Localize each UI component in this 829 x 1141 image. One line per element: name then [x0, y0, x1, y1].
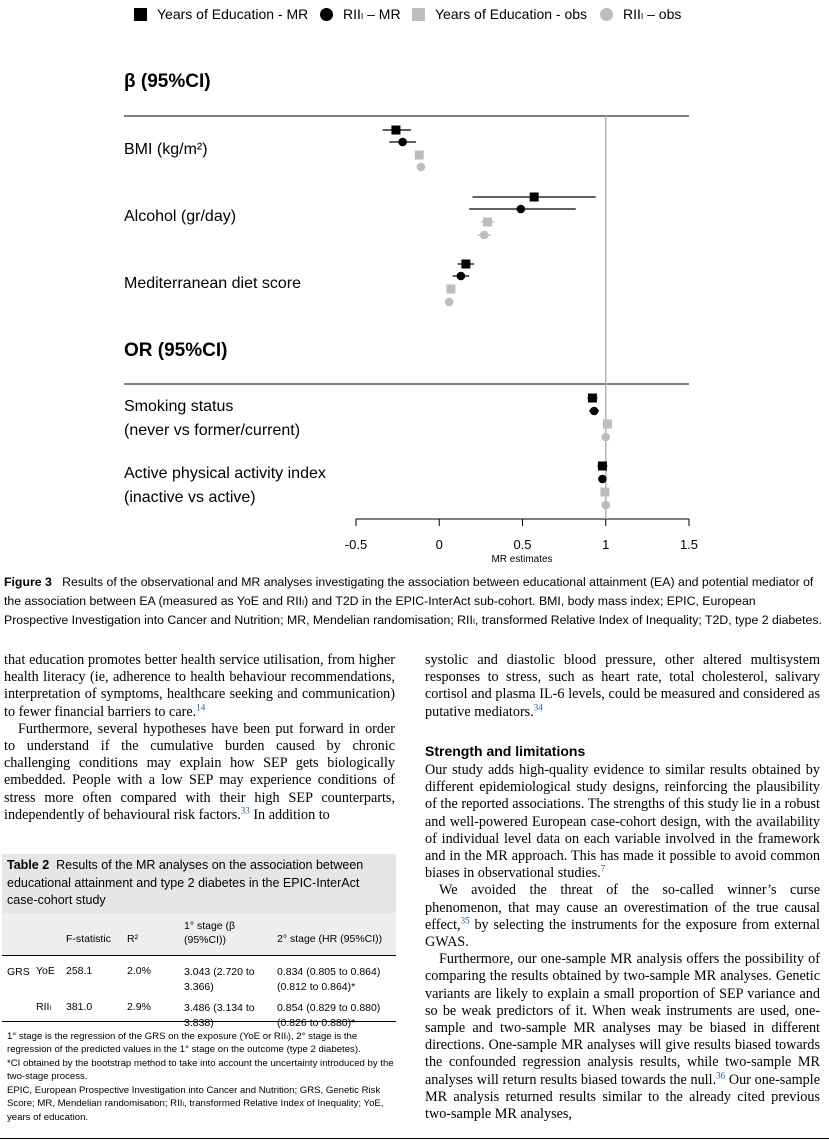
estimate-circle	[445, 298, 454, 307]
legend-label: Years of Education - MR	[157, 6, 309, 22]
x-tick-label: 0.5	[513, 537, 532, 552]
citation-link[interactable]: 7	[600, 863, 606, 874]
estimate-circle	[601, 501, 610, 510]
x-tick-label: 1.5	[679, 537, 699, 552]
right-p4-tail: Our one-sample MR analysis returned results similar to the already cited previous two-sample MR analyses,	[425, 1071, 820, 1123]
estimate-square	[391, 126, 400, 135]
left-p1-text: that education promotes better health service utilisation, from higher health literacy (ie, adherence to health behaviour recommendations, interpretation of symptoms, healthcare seeking and communication) to fewer financial barriers to care.	[4, 652, 395, 720]
estimate-circle	[601, 433, 610, 442]
table-header-rule	[2, 955, 396, 956]
right-p3-text: We avoided the threat of the so-called winner’s curse phenomenon, that may cause an overestimation of the true causal effect,	[425, 882, 820, 933]
legend-label: RIIₗ – MR	[343, 6, 401, 22]
grs-label: GRS	[7, 965, 30, 978]
row-rii-exposure: RIIₗ	[36, 1000, 52, 1013]
citation-link[interactable]: 34	[533, 701, 543, 712]
row-yoe-r2: 2.0%	[127, 964, 151, 977]
left-paragraph-2	[4, 721, 395, 824]
citation-link[interactable]: 33	[240, 805, 250, 816]
table-caption	[2, 854, 396, 913]
estimate-square	[530, 193, 539, 202]
right-paragraph-2	[425, 762, 820, 882]
x-tick-label: -0.5	[344, 537, 368, 552]
left-p2-tail: In addition to	[249, 806, 330, 823]
table-body	[2, 913, 396, 1029]
row-label-bmi: BMI (kg/m²)	[124, 141, 208, 158]
right-paragraph-1	[425, 652, 820, 721]
estimate-square	[603, 420, 612, 429]
col-header-f: F-statistic	[66, 932, 111, 945]
row-label-alcohol: Alcohol (gr/day)	[124, 208, 237, 225]
left-p2-text: Furthermore, several hypotheses have been put forward in order to understand if the cumulative burden caused by chronic challenging conditions may explain how SEP gets biologically embedded. People with a low SEP may experience conditions of stress more often compared with their high SEP counterparts, independently of behavioural risk factors.	[4, 720, 395, 823]
estimate-circle	[457, 272, 466, 281]
right-p4-text: Furthermore, our one-sample MR analysis offers the possibility of comparing the results obtained by two-sample MR analyses. Genetic variants are likely to explain a small proportion of SEP variance and so be weak predictors of it. When weak instruments are used, one-sample and two-sample MR analyses may be biased in different directions. One-sample MR analyses will give results biased towards the confounded regression analysis results, while two-sample MR analyses will return results biased towards the null.	[425, 951, 820, 1088]
estimate-square	[600, 488, 609, 497]
row-rii-stage1-line1: 3.486 (3.134 to	[184, 1001, 255, 1014]
legend-label: Years of Education - obs	[435, 6, 588, 22]
col-header-stage2: 2° stage (HR (95%CI))	[277, 932, 383, 945]
legend-label: RIIₗ – obs	[623, 6, 682, 22]
estimate-circle	[517, 205, 526, 214]
table-caption-label: Table 2	[7, 858, 50, 872]
row-label-smoking-line1: Smoking status	[124, 398, 234, 415]
right-paragraph-4	[425, 951, 820, 1123]
row-label-activity-line1: Active physical activity index	[124, 465, 326, 482]
page-bottom-rule	[0, 1138, 829, 1139]
section-heading: Strength and limitations	[425, 742, 586, 759]
row-yoe-stage1	[184, 965, 255, 995]
figure-caption-text: Results of the observational and MR analyses investigating the association between educational attainment (EA) and potential mediator of the association between EA (measured as YoE and RIIₗ) and T2D in the EPIC-InterAct sub-cohort. BMI, body mass index; EPIC, European Prospective Investigation into Cancer and Nutrition; MR, Mendelian randomisation; RIIₗ, transformed Relative Index of Inequality; T2D, type 2 diabetes.	[4, 575, 822, 627]
row-yoe-f: 258.1	[66, 964, 93, 977]
estimate-square	[598, 462, 607, 471]
row-rii-stage2-line2: (0.826 to 0.880)*	[277, 1016, 356, 1029]
row-yoe-stage1-line2: 3.366)	[184, 980, 214, 993]
estimate-square	[461, 260, 470, 269]
estimate-circle	[598, 475, 607, 484]
right-paragraph-3	[425, 882, 820, 951]
row-rii-stage2-line1: 0.854 (0.829 to 0.880)	[277, 1001, 381, 1014]
row-rii-f: 381.0	[66, 1000, 93, 1013]
citation-link[interactable]: 36	[716, 1069, 726, 1080]
estimate-square	[588, 394, 597, 403]
figure-caption-label: Figure 3	[4, 575, 52, 589]
row-yoe-stage2	[277, 965, 380, 995]
row-label-activity-line2: (inactive vs active)	[124, 489, 256, 506]
row-label-smoking-line2: (never vs former/current)	[124, 422, 301, 439]
estimate-square	[446, 285, 455, 294]
table-caption-text: Results of the MR analyses on the association between educational attainment and type 2 diabetes in the EPIC-InterAct case-cohort study	[7, 858, 364, 907]
estimate-circle	[590, 407, 599, 416]
table-2	[2, 854, 396, 1124]
row-yoe-stage2-line1: 0.834 (0.805 to 0.864)	[277, 965, 381, 978]
estimate-square	[483, 218, 492, 227]
row-rii-stage1	[184, 1001, 255, 1031]
x-tick-label: 1	[602, 537, 610, 552]
right-column	[425, 652, 820, 1123]
estimate-circle	[398, 138, 407, 147]
row-rii-stage2	[277, 1001, 380, 1031]
estimate-circle	[480, 231, 489, 240]
estimate-square	[415, 151, 424, 160]
forest-plot	[0, 0, 829, 570]
row-rii-r2: 2.9%	[127, 1000, 151, 1013]
row-yoe-exposure: YoE	[36, 964, 55, 977]
row-yoe-stage1-line1: 3.043 (2.720 to	[184, 965, 255, 978]
or-header: OR (95%CI)	[124, 340, 228, 361]
figure-caption	[4, 573, 822, 630]
x-tick-label: 0	[435, 537, 443, 552]
col-header-stage1: 1° stage (β (95%CI))	[184, 919, 236, 946]
right-p3-tail: by selecting the instruments for the exposure from external GWAS.	[425, 916, 820, 951]
beta-header: β (95%CI)	[124, 71, 211, 92]
estimate-circle	[417, 163, 426, 172]
table-note: 1° stage is the regression of the GRS on the exposure (YoE or RIIₗ), 2° stage is the regression of the predicted values in the 1° stage on the outcome (type 2 diabetes).	[7, 1030, 361, 1055]
table-note: EPIC, European Prospective Investigation into Cancer and Nutrition; GRS, Genetic Risk Score; MR, Mendelian randomisation; RIIₗ, transformed Relative Index of Inequality; YoE, years of education.	[7, 1084, 384, 1123]
table-notes	[2, 1030, 396, 1125]
left-paragraph-1	[4, 652, 395, 721]
row-rii-stage1-line2: 3.838)	[184, 1016, 214, 1029]
table-note: *CI obtained by the bootstrap method to take into account the uncertainty introduced by the two-stage process.	[7, 1057, 394, 1082]
row-label-mediterranean: Mediterranean diet score	[124, 275, 301, 292]
left-column	[4, 652, 395, 824]
x-axis-title: MR estimates	[491, 554, 553, 565]
col-header-r2: R²	[127, 932, 139, 945]
row-yoe-stage2-line2: (0.812 to 0.864)*	[277, 980, 356, 993]
right-p2-text: Our study adds high-quality evidence to similar results obtained by different epidemiological study designs, reinforcing the plausibility of the reported associations. The strengths of this study lie in a robust and well-powered European case-cohort design, with the availability of individual level data on each variable involved in the framework and in the MR approach. This has made it possible to avoid common biases in observational studies.	[425, 762, 820, 882]
right-p1-text: systolic and diastolic blood pressure, other altered multisystem responses to stress, such as heart rate, total cholesterol, salivary cortisol and plasma IL-6 levels, could be measured and considered as putative mediators.	[425, 652, 820, 720]
citation-link[interactable]: 35	[460, 915, 470, 926]
citation-link[interactable]: 14	[196, 701, 206, 712]
